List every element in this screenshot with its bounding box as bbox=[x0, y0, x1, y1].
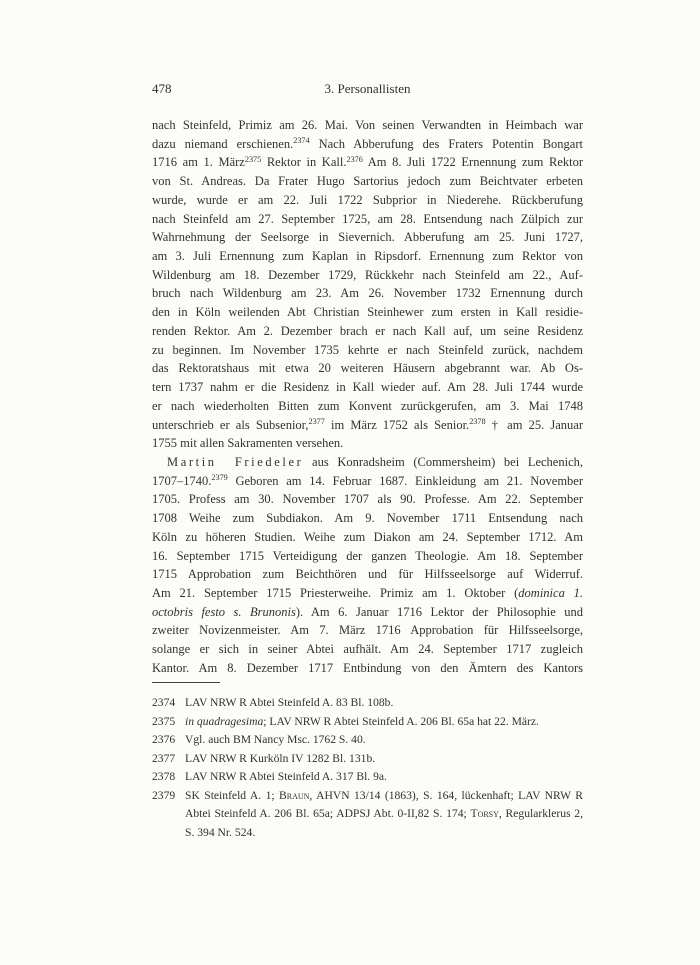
text-line bbox=[152, 603, 583, 622]
text-segment: Am 8. Juli 1722 Ernennung zum Rektor bbox=[362, 155, 583, 170]
text-segment: zu beginnen. Im November 1735 kehrte er nach Steinfeld zurück, nachdem bbox=[152, 342, 583, 357]
text-segment: aus Konradsheim (Commersheim) bei Lechenich, bbox=[303, 454, 583, 469]
text-line bbox=[152, 378, 583, 397]
text-segment: wurde, wurde er am 22. Juli 1722 Subprior in Niederehe. Rückberufung bbox=[152, 192, 583, 207]
text-segment: 1707–1740. bbox=[152, 473, 212, 488]
footnote bbox=[152, 731, 583, 750]
text-segment: nach Steinfeld am 27. September 1725, am 28. Entsendung nach Zülpich zur bbox=[152, 211, 583, 226]
footnote-text bbox=[185, 750, 583, 769]
running-header bbox=[152, 81, 583, 99]
text-line bbox=[152, 472, 583, 491]
footnote-text bbox=[185, 768, 583, 787]
text-segment: Nach Abberufung des Fraters Potentin Bongart bbox=[309, 136, 583, 151]
footnote-number: 2377 bbox=[152, 751, 176, 765]
footnote-number: 2375 bbox=[152, 714, 176, 728]
text-line bbox=[152, 565, 583, 584]
text-segment: von St. Andreas. Da Frater Hugo Sartorius jedoch zum Beichtvater erbeten bbox=[152, 174, 583, 189]
text-segment: am 3. Juli Ernennung zum Kaplan in Ripsdorf. Ernennung zum Rektor von bbox=[152, 249, 583, 264]
text-segment: LAV NRW R Abtei Steinfeld A. 83 Bl. 108b. bbox=[185, 696, 394, 709]
text-segment: Wahrnehmung der Seelsorge in Sievernich. Abberufung am 25. Juni 1727, bbox=[152, 230, 583, 245]
text-segment: † am 25. Januar bbox=[485, 417, 583, 432]
text-segment: 1755 mit allen Sakramenten versehen. bbox=[152, 436, 344, 451]
text-line bbox=[152, 172, 583, 191]
text-segment: er nach wiederholten Bitten zum Konvent zurückgerufen, am 3. Mai 1748 bbox=[152, 398, 583, 413]
text-line bbox=[152, 509, 583, 528]
text-line bbox=[152, 659, 583, 678]
text-line bbox=[152, 247, 583, 266]
text-line bbox=[152, 621, 583, 640]
text-segment: , AHVN 13/14 (1863), S. 164, lückenhaft; LAV NRW R Abtei Steinfeld A. 206 Bl. 65a; ADPSJ Abt. 0-II,82 S. 174; bbox=[185, 788, 584, 820]
text-segment: 16. September 1715 Verteidigung der ganzen Theologie. Am 18. September bbox=[152, 548, 583, 563]
paragraph bbox=[152, 453, 583, 678]
text-segment: SK Steinfeld A. 1; bbox=[185, 788, 280, 802]
running-head-title: 3. Personallisten bbox=[324, 81, 411, 96]
text-line bbox=[152, 266, 583, 285]
text-segment: 1716 am 1. März bbox=[152, 155, 245, 170]
text-line bbox=[152, 322, 583, 341]
text-line bbox=[152, 490, 583, 509]
text-line bbox=[152, 416, 583, 435]
text-segment: 1708 Weihe zum Subdiakon. Am 9. November 1711 Entsendung nach bbox=[152, 511, 583, 526]
footnote bbox=[152, 787, 583, 843]
text-segment: 1705. Profess am 30. November 1707 als 90. Professe. Am 22. September bbox=[152, 492, 583, 507]
text-segment: Kantor. Am 8. Dezember 1717 Entbindung von den Ämtern des Kantors bbox=[152, 660, 583, 675]
text-segment: in quadragesima bbox=[185, 714, 264, 728]
text-line bbox=[152, 434, 583, 453]
text-segment: , Regularklerus 2, S. 394 Nr. 524. bbox=[185, 807, 583, 839]
text-segment: dazu niemand erschienen. bbox=[152, 136, 294, 151]
text-segment: Torsy bbox=[470, 807, 499, 820]
text-line bbox=[152, 547, 583, 566]
footnote bbox=[152, 750, 583, 769]
text-segment: den in Köln weilenden Abt Christian Steinhewer zum ersten in Kall residie- bbox=[152, 305, 583, 320]
paragraph bbox=[152, 116, 583, 453]
text-line bbox=[152, 153, 583, 172]
text-segment: Geboren am 14. Februar 1687. Einkleidung am 21. November bbox=[227, 473, 583, 488]
text-line bbox=[152, 640, 583, 659]
text-line bbox=[152, 453, 583, 472]
footnote bbox=[152, 768, 583, 787]
text-segment: Braun bbox=[279, 788, 310, 802]
text-line bbox=[152, 284, 583, 303]
footnote-text bbox=[185, 694, 583, 713]
footnote-marker: 2374 bbox=[293, 136, 310, 146]
text-line bbox=[152, 528, 583, 547]
text-line bbox=[152, 191, 583, 210]
text-segment: Am 21. September 1715 Priesterweihe. Primiz am 1. Oktober ( bbox=[152, 585, 519, 600]
text-segment: zweiter Novizenmeister. Am 7. März 1716 Approbation für Hilfsseelsorge, bbox=[152, 623, 583, 638]
footnote-number: 2374 bbox=[152, 696, 176, 709]
footnote-marker: 2378 bbox=[469, 416, 486, 426]
text-segment: Vgl. auch BM Nancy Msc. 1762 S. 40. bbox=[185, 733, 366, 746]
text-segment: LAV NRW R Abtei Steinfeld A. 317 Bl. 9a. bbox=[185, 770, 387, 783]
text-segment: nach Steinfeld, Primiz am 26. Mai. Von seinen Verwandten in Heimbach war bbox=[152, 118, 583, 132]
text-line bbox=[152, 359, 583, 378]
text-line bbox=[152, 116, 583, 135]
footnote-marker: 2375 bbox=[244, 154, 262, 164]
footnote-list bbox=[152, 694, 583, 842]
text-segment: dominica 1. bbox=[518, 585, 583, 600]
text-segment: Rektor in Kall. bbox=[261, 155, 347, 170]
footnote-marker: 2376 bbox=[346, 154, 363, 164]
text-segment: solange er sich in seiner Abtei aufhält. Am 24. September 1717 zugleich bbox=[152, 642, 583, 657]
text-segment: Martin Friedeler bbox=[167, 454, 304, 469]
text-segment: das Rektoratshaus mit etwa 20 weiteren Häusern abgebrannt war. Ab Os- bbox=[152, 361, 583, 376]
footnote-number: 2379 bbox=[152, 788, 176, 802]
footnote bbox=[152, 694, 583, 713]
text-line bbox=[152, 135, 583, 154]
text-segment: Wildenburg am 18. Dezember 1729, Rückkehr nach Steinfeld am 22., Auf- bbox=[152, 267, 583, 282]
footnote-text bbox=[185, 787, 583, 843]
text-line bbox=[152, 341, 583, 360]
footnote-number: 2378 bbox=[152, 770, 176, 783]
text-segment: Köln zu höheren Studien. Weihe zum Diakon am 24. September 1712. Am bbox=[152, 529, 583, 544]
text-segment: 1715 Approbation zum Beichthören und für Hilfsseelsorge auf Widerruf. bbox=[152, 567, 583, 582]
text-segment: unterschrieb er als Subsenior, bbox=[152, 417, 309, 432]
footnote-number: 2376 bbox=[152, 733, 176, 746]
text-segment: renden Rektor. Am 2. Dezember brach er nach Kall auf, um seine Residenz bbox=[152, 323, 583, 338]
footnote-separator bbox=[152, 682, 220, 683]
footnote-text bbox=[185, 713, 583, 732]
text-line bbox=[152, 584, 583, 603]
text-line bbox=[152, 228, 583, 247]
text-segment: LAV NRW R Kurköln IV 1282 Bl. 131b. bbox=[185, 751, 376, 765]
text-segment: ). Am 6. Januar 1716 Lektor der Philosophie und bbox=[295, 604, 583, 619]
page-number: 478 bbox=[152, 81, 172, 96]
text-line bbox=[152, 303, 583, 322]
body-text bbox=[152, 116, 583, 678]
text-line bbox=[152, 397, 583, 416]
footnote-text bbox=[185, 731, 583, 750]
text-line bbox=[152, 210, 583, 229]
text-segment: bruch nach Wildenburg am 23. Am 26. November 1732 Ernennung durch bbox=[152, 286, 583, 301]
text-segment: ; LAV NRW R Abtei Steinfeld A. 206 Bl. 65a hat 22. März. bbox=[263, 714, 539, 728]
text-segment: tern 1737 nahm er die Residenz in Kall wieder auf. Am 28. Juli 1744 wurde bbox=[152, 380, 583, 395]
text-segment: octobris festo s. Brunonis bbox=[152, 604, 296, 619]
footnote bbox=[152, 713, 583, 732]
text-segment: im März 1752 als Senior. bbox=[324, 417, 470, 432]
footnote-marker: 2377 bbox=[308, 416, 325, 426]
footnote-marker: 2379 bbox=[211, 473, 228, 483]
